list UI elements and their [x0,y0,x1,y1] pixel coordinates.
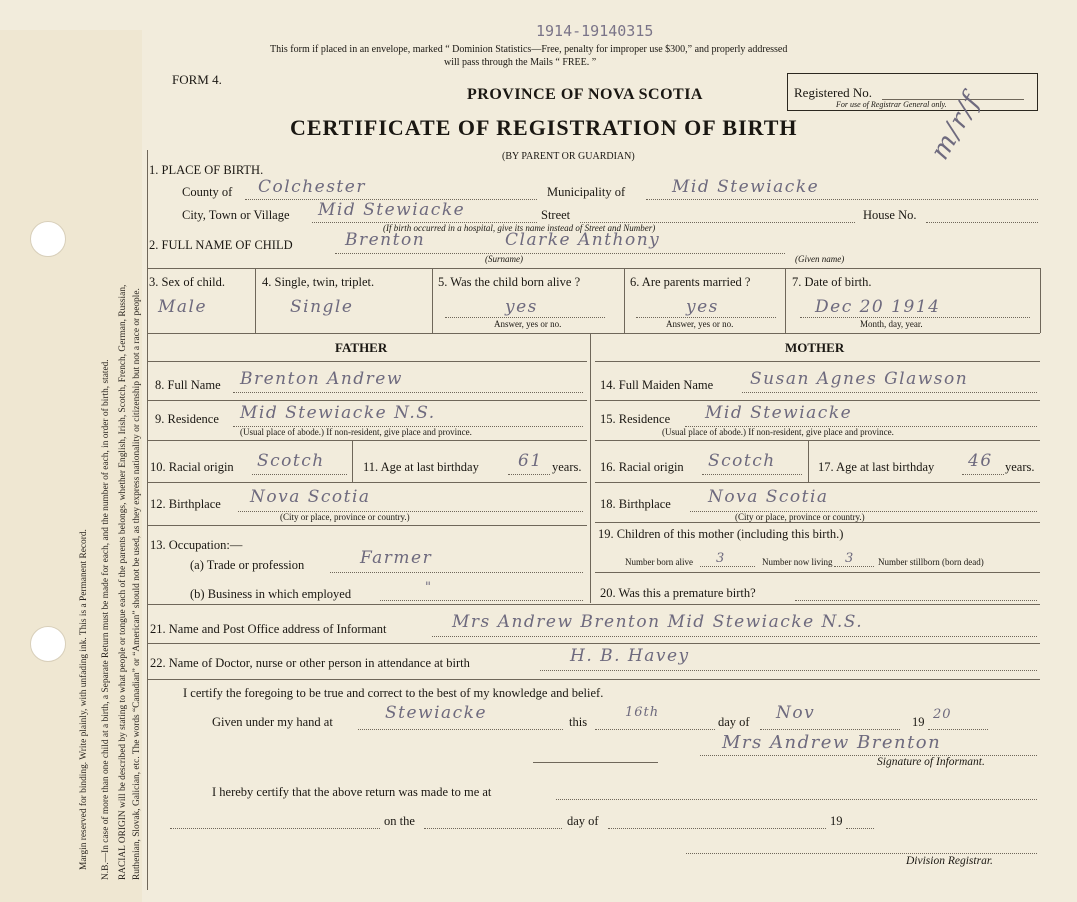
given-year-prefix: 19 [912,715,925,729]
hospital-note: (If birth occurred in a hospital, give its name instead of Street and Number) [383,223,656,233]
born-alive-label: 5. Was the child born alive ? [438,275,581,289]
punch-hole-lower [30,626,66,662]
mother-heading: MOTHER [785,340,845,355]
given-place-value: Stewiacke [385,703,488,723]
mother-racial-origin-value: Scotch [708,451,776,471]
children-of-mother-label: 19. Children of this mother (including this birth.) [598,527,844,541]
street-label: Street [541,208,571,222]
certificate-title: CERTIFICATE OF REGISTRATION OF BIRTH [290,115,798,140]
father-name-value: Brenton Andrew [240,369,403,389]
municipality-value: Mid Stewiacke [672,177,820,197]
sex-value: Male [158,297,208,317]
registrar-year-prefix: 19 [830,814,843,828]
informant-signature: Mrs Andrew Brenton [722,732,942,753]
trade-label: (a) Trade or profession [190,558,305,572]
surname-caption: (Surname) [485,254,523,264]
father-name-label: 8. Full Name [155,378,221,392]
mother-birthplace-value: Nova Scotia [708,487,829,507]
division-registrar-caption: Division Registrar. [906,855,993,867]
father-birthplace-value: Nova Scotia [250,487,371,507]
parents-married-value: yes [686,297,719,317]
parents-married-caption: Answer, yes or no. [666,319,734,329]
sex-label: 3. Sex of child. [149,275,226,289]
stillborn-count-label: Number stillborn (born dead) [878,557,984,567]
father-racial-origin-label: 10. Racial origin [150,460,234,474]
father-residence-value: Mid Stewiacke N.S. [240,403,436,423]
postal-notice-line1: This form if placed in an envelope, marked “ Dominion Statistics—Free, penalty for improper use $300,” and properly addressed [270,44,788,55]
registered-number-note: For use of Registrar General only. [836,100,947,109]
given-name-caption: (Given name) [795,254,845,264]
father-age-label: 11. Age at last birthday [363,460,479,474]
registered-number-label: Registered No. [794,85,872,100]
child-given-name-value: Clarke Anthony [505,230,661,250]
county-label: County of [182,185,233,199]
day-of-label: day of [718,715,750,729]
plurality-value: Single [290,297,354,317]
mother-residence-caption: (Usual place of abode.) If non-resident, give place and province. [662,427,894,437]
given-under-hand-label: Given under my hand at [212,715,333,729]
informant-signature-caption: Signature of Informant. [877,756,985,768]
certificate-subtitle: (BY PARENT OR GUARDIAN) [502,151,635,162]
registrar-day-of-label: day of [567,814,599,828]
form-number: FORM 4. [172,72,222,87]
mother-age-value: 46 [968,451,993,471]
date-of-birth-label: 7. Date of birth. [792,275,872,289]
mother-residence-label: 15. Residence [600,412,671,426]
province-heading: PROVINCE OF NOVA SCOTIA [467,86,703,103]
given-year-value: 20 [933,707,952,722]
born-alive-count-value: 3 [716,551,726,566]
date-of-birth-value: Dec 20 1914 [815,297,941,317]
father-racial-origin-value: Scotch [257,451,325,471]
city-label: City, Town or Village [182,208,290,222]
registrar-statement: I hereby certify that the above return was made to me at [212,785,492,799]
doctor-label: 22. Name of Doctor, nurse or other person in attendance at birth [150,656,470,670]
father-age-years: years. [552,460,582,474]
born-alive-caption: Answer, yes or no. [494,319,562,329]
certify-statement: I certify the foregoing to be true and correct to the best of my knowledge and belief. [183,686,604,700]
father-birthplace-label: 12. Birthplace [150,497,221,511]
margin-annotation-mark: m/r/f [925,87,987,165]
margin-note-multiple-births: N.B.—In case of more than one child at a birth, a Separate Return must be made for each, and the number of each, in order of birth, stated. [101,359,111,880]
registrar-on-the-label: on the [384,814,415,828]
date-of-birth-caption: Month, day, year. [860,319,923,329]
place-of-birth-heading: 1. PLACE OF BIRTH. [149,163,264,177]
now-living-count-label: Number now living [762,557,833,567]
mother-maiden-name-label: 14. Full Maiden Name [600,378,714,392]
mother-age-label: 17. Age at last birthday [818,460,935,474]
archive-number-stamp: 1914-19140315 [536,22,654,40]
child-surname-value: Brenton [345,230,426,250]
parents-married-label: 6. Are parents married ? [630,275,751,289]
margin-note-racial-origin-cont: Ruthenian, Slovak, Galician, etc. The words “Canadian” or “American” should not be used, as they express nationality or citizenship but not a race or people. [132,288,142,880]
trade-value: Farmer [360,548,433,568]
margin-note-binding: Margin reserved for binding. Write plainly, with unfading ink. This is a Permanent Record. [79,529,89,870]
informant-label: 21. Name and Post Office address of Informant [150,622,387,636]
margin-note-racial-origin: RACIAL ORIGIN will be described by stating to what people or tongue each of the parents belongs, whether English, Irish, Scotch, French, German, Russian, [118,284,128,880]
premature-birth-label: 20. Was this a premature birth? [600,586,756,600]
mother-residence-value: Mid Stewiacke [705,403,853,423]
this-label: this [569,715,588,729]
city-value: Mid Stewiacke [318,200,466,220]
plurality-label: 4. Single, twin, triplet. [262,275,375,289]
doctor-value: H. B. Havey [570,646,690,666]
given-month-value: Nov [776,703,816,723]
house-number-label: House No. [863,208,917,222]
county-value: Colchester [258,177,366,197]
punch-hole-upper [30,221,66,257]
business-label: (b) Business in which employed [190,587,352,601]
now-living-count-value: 3 [845,551,855,566]
father-birthplace-caption: (City or place, province or country.) [280,512,410,522]
born-alive-value: yes [505,297,538,317]
mother-birthplace-caption: (City or place, province or country.) [735,512,865,522]
born-alive-count-label: Number born alive [625,557,693,567]
father-residence-caption: (Usual place of abode.) If non-resident, give place and province. [240,427,472,437]
occupation-label: 13. Occupation:— [150,538,243,552]
municipality-label: Municipality of [547,185,626,199]
mother-age-years: years. [1005,460,1035,474]
child-name-label: 2. FULL NAME OF CHILD [149,238,293,252]
given-day-value: 16th [625,705,660,720]
mother-racial-origin-label: 16. Racial origin [600,460,684,474]
father-residence-label: 9. Residence [155,412,219,426]
mother-maiden-name-value: Susan Agnes Glawson [750,369,969,389]
business-value: " [425,580,432,595]
father-heading: FATHER [335,340,388,355]
father-age-value: 61 [518,451,543,471]
postal-notice-line2: will pass through the Mails “ FREE. ” [444,57,597,68]
informant-value: Mrs Andrew Brenton Mid Stewiacke N.S. [452,612,864,632]
mother-birthplace-label: 18. Birthplace [600,497,671,511]
